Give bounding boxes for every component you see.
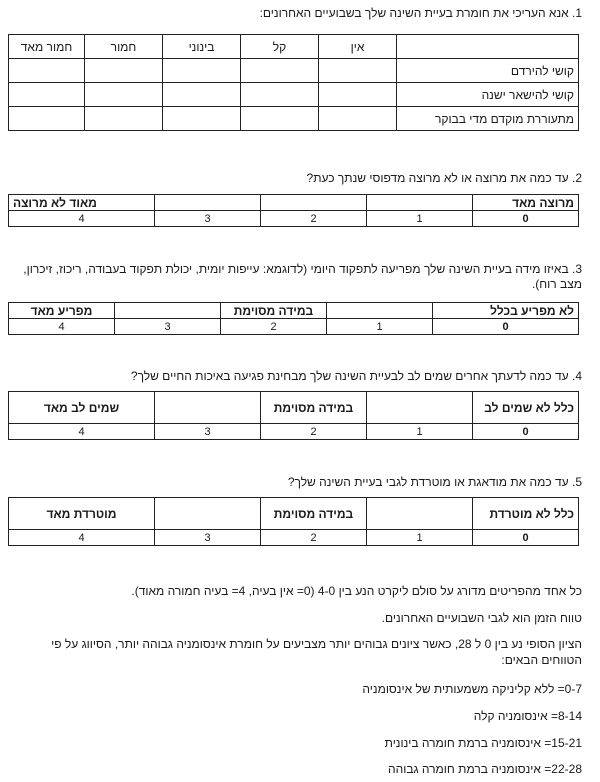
scale-option-2[interactable]: 2	[261, 424, 367, 440]
q5-label-row	[9, 498, 579, 530]
empty-cell	[155, 195, 261, 211]
q4-label-right: כלל לא שמים לב	[473, 392, 579, 424]
q2-title: 2. עד כמה את מרוצה או לא מרוצה מדפוסי שנתך כעת?	[306, 171, 582, 185]
answer-cell[interactable]	[85, 59, 163, 83]
scale-option-1[interactable]: 1	[367, 211, 473, 227]
answer-cell[interactable]	[163, 59, 241, 83]
answer-cell[interactable]	[85, 107, 163, 131]
scale-option-0[interactable]: 0	[473, 424, 579, 440]
q3-number-row	[9, 319, 579, 335]
scale-option-3[interactable]: 3	[155, 530, 261, 546]
q1-severity-table	[8, 34, 579, 131]
answer-cell[interactable]	[85, 83, 163, 107]
scoring-note-total: הציון הסופי נע בין 0 ל 28, כאשר ציונים גבוהים יותר מצביעים על חומרת אינסומניה גבוהה יותר, הסיווג על פי הטווחים הבאים:	[51, 637, 582, 667]
q4-number-row	[9, 424, 579, 440]
q2-label-row	[9, 195, 579, 211]
q1-row-label: קושי להישאר ישנה	[397, 83, 579, 107]
q5-title: 5. עד כמה את מודאגת או מוטרדת לגבי בעיית השינה שלך?	[287, 475, 582, 489]
q5-label-left: מוטרדת מאד	[9, 498, 155, 530]
empty-cell	[261, 195, 367, 211]
q1-header-moderate: בינוני	[163, 35, 241, 59]
scale-option-2[interactable]: 2	[221, 319, 327, 335]
q3-title: 3. באיזו מידה בעיית השינה שלך מפריעה לתפקוד היומי (לדוגמא: עייפות יומית, יכולת תפקוד בעבודה, ריכוז, זיכרון, מצב רוח).	[23, 262, 582, 291]
empty-cell	[115, 303, 221, 319]
answer-cell[interactable]	[319, 107, 397, 131]
score-range-none: 0-7= ללא קליניקה משמעותית של אינסומניה	[362, 682, 582, 696]
q4-label-mid: במידה מסוימת	[261, 392, 367, 424]
answer-cell[interactable]	[9, 59, 85, 83]
q5-label-mid: במידה מסוימת	[261, 498, 367, 530]
scale-option-1[interactable]: 1	[327, 319, 433, 335]
empty-cell	[367, 498, 473, 530]
score-range-mild: 8-14= אינסומניה קלה	[473, 709, 582, 723]
q5-scale-table	[8, 497, 579, 546]
answer-cell[interactable]	[241, 83, 319, 107]
answer-cell[interactable]	[241, 107, 319, 131]
q2-scale-table	[8, 194, 579, 227]
empty-cell	[367, 195, 473, 211]
q1-header-none: אין	[319, 35, 397, 59]
q3-label-right: לא מפריע בכלל	[433, 303, 579, 319]
scale-option-2[interactable]: 2	[261, 530, 367, 546]
q4-title: 4. עד כמה לדעתך אחרים שמים לב לבעיית השינה שלך מבחינת פגיעה באיכות החיים שלך?	[130, 369, 582, 383]
score-range-severe: 22-28= אינסומניה ברמת חומרה גבוהה	[387, 762, 582, 776]
answer-cell[interactable]	[163, 83, 241, 107]
q5-number-row	[9, 530, 579, 546]
q3-label-mid: במידה מסוימת	[221, 303, 327, 319]
q4-label-row	[9, 392, 579, 424]
q3-label-left: מפריע מאד	[9, 303, 115, 319]
q5-label-right: כלל לא מוטרדת	[473, 498, 579, 530]
q2-label-right: מרוצה מאד	[473, 195, 579, 211]
q2-label-left: מאוד לא מרוצה	[9, 195, 155, 211]
answer-cell[interactable]	[241, 59, 319, 83]
answer-cell[interactable]	[319, 83, 397, 107]
scale-option-4[interactable]: 4	[9, 424, 155, 440]
scale-option-3[interactable]: 3	[155, 424, 261, 440]
q1-row-label: מתעוררת מוקדם מדי בבוקר	[397, 107, 579, 131]
score-range-moderate: 15-21= אינסומניה ברמת חומרה בינונית	[384, 736, 582, 750]
scale-option-0[interactable]: 0	[433, 319, 579, 335]
q1-header-severe: חמור	[85, 35, 163, 59]
q1-row-waking-early	[9, 107, 579, 131]
q4-scale-table	[8, 391, 579, 440]
q1-header-row	[9, 35, 579, 59]
answer-cell[interactable]	[163, 107, 241, 131]
answer-cell[interactable]	[9, 83, 85, 107]
q1-title: 1. אנא העריכי את חומרת בעיית השינה שלך בשבועיים האחרונים:	[259, 6, 582, 20]
scale-option-4[interactable]: 4	[9, 530, 155, 546]
scale-option-0[interactable]: 0	[473, 211, 579, 227]
empty-cell	[327, 303, 433, 319]
q1-header-mild: קל	[241, 35, 319, 59]
q2-number-row	[9, 211, 579, 227]
empty-cell	[155, 498, 261, 530]
answer-cell[interactable]	[9, 107, 85, 131]
q1-row-staying-asleep	[9, 83, 579, 107]
q1-header-empty	[397, 35, 579, 59]
scale-option-2[interactable]: 2	[261, 211, 367, 227]
q1-row-falling-asleep	[9, 59, 579, 83]
scoring-note-likert: כל אחד מהפריטים מדורג על סולם ליקרט הנע בין 4-0 (0= אין בעיה, 4= בעיה חמורה מאוד).	[131, 584, 582, 598]
q1-row-label: קושי להירדם	[397, 59, 579, 83]
q3-scale-table	[8, 302, 579, 335]
answer-cell[interactable]	[319, 59, 397, 83]
scale-option-1[interactable]: 1	[367, 530, 473, 546]
scale-option-1[interactable]: 1	[367, 424, 473, 440]
scale-option-4[interactable]: 4	[9, 211, 155, 227]
q4-label-left: שמים לב מאד	[9, 392, 155, 424]
scale-option-3[interactable]: 3	[155, 211, 261, 227]
empty-cell	[367, 392, 473, 424]
scale-option-3[interactable]: 3	[115, 319, 221, 335]
scale-option-4[interactable]: 4	[9, 319, 115, 335]
q1-header-very-severe: חמור מאד	[9, 35, 85, 59]
scoring-note-timeframe: טווח הזמן הוא לגבי השבועיים האחרונים.	[381, 611, 582, 625]
q3-label-row	[9, 303, 579, 319]
scale-option-0[interactable]: 0	[473, 530, 579, 546]
empty-cell	[155, 392, 261, 424]
